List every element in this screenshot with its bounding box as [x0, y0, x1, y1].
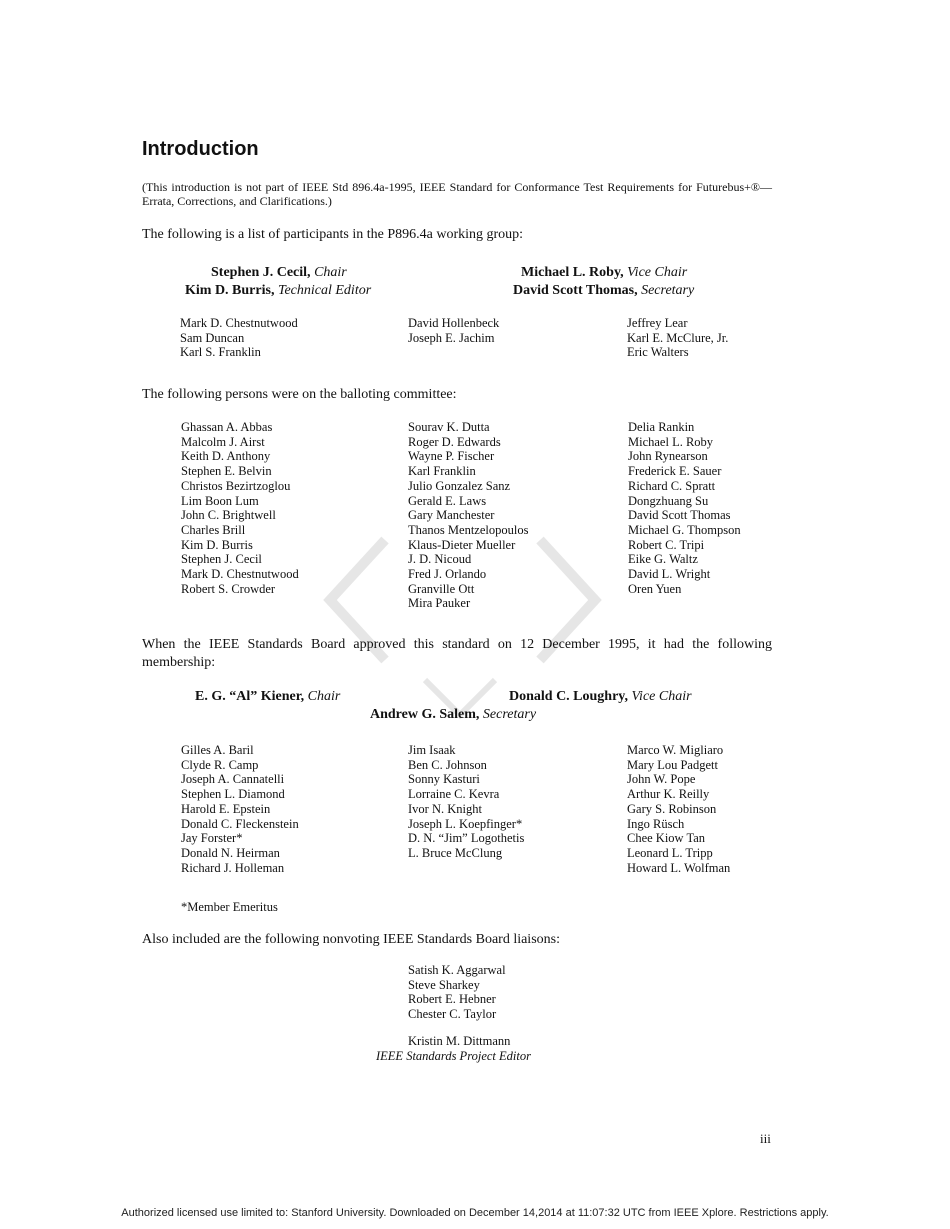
list-item: Satish K. Aggarwal	[408, 963, 506, 977]
list-item: Dongzhuang Su	[628, 493, 709, 508]
list-item: Jim Isaak	[408, 743, 456, 757]
ballot-column-2	[408, 420, 528, 611]
sb-vice-chair-name: Donald C. Loughry,	[509, 689, 629, 704]
list-item: Harold E. Epstein	[181, 801, 271, 816]
list-item: John Rynearson	[628, 449, 708, 464]
list-item: John C. Brightwell	[181, 508, 276, 523]
list-item: Leonard L. Tripp	[627, 845, 713, 860]
wg-editor-role: Technical Editor	[277, 283, 372, 298]
wg-secretary-role: Secretary	[641, 283, 695, 298]
wg-column-2	[408, 316, 499, 345]
list-item: Arthur K. Reilly	[627, 787, 710, 802]
sb-column-1	[181, 743, 299, 875]
list-item: Donald N. Heirman	[181, 845, 280, 860]
list-item: Karl E. McClure, Jr.	[627, 330, 729, 345]
license-footer: Authorized licensed use limited to: Stanford University. Downloaded on December 14,2014 at 11:07:32 UTC from IEEE Xplore. Restrictions apply.	[121, 1207, 829, 1219]
list-item: Charles Brill	[181, 522, 246, 537]
list-item: Michael G. Thompson	[628, 522, 741, 537]
list-item: Kim D. Burris	[181, 537, 253, 552]
list-item: Richard J. Holleman	[181, 860, 285, 875]
liaisons-intro: Also included are the following nonvoting IEEE Standards Board liaisons:	[142, 932, 560, 947]
list-item: Sonny Kasturi	[408, 772, 480, 787]
list-item: Lim Boon Lum	[181, 493, 259, 508]
wg-editor-name: Kim D. Burris,	[185, 283, 275, 298]
list-item: Howard L. Wolfman	[627, 860, 731, 875]
list-item: Clyde R. Camp	[181, 757, 259, 772]
standards-board-intro: When the IEEE Standards Board approved this standard on 12 December 1995, it had the following membership:	[142, 637, 772, 670]
list-item: Ingo Rüsch	[627, 816, 685, 831]
wg-column-3	[627, 316, 728, 360]
list-item: Malcolm J. Airst	[181, 434, 265, 449]
balloting-intro: The following persons were on the balloting committee:	[142, 387, 457, 402]
wg-vice-chair	[521, 264, 687, 282]
sb-column-2	[408, 743, 524, 861]
introduction-note: (This introduction is not part of IEEE Std 896.4a-1995, IEEE Standard for Conformance Test Requirements for Futurebus+®—Errata, Corrections, and Clarifications.)	[142, 180, 772, 208]
sb-secretary	[370, 706, 536, 724]
wg-technical-editor	[185, 282, 371, 300]
list-item: Mark D. Chestnutwood	[180, 316, 298, 330]
sb-secretary-role: Secretary	[482, 707, 537, 722]
list-item: Stephen J. Cecil	[181, 552, 262, 567]
list-item: Joseph E. Jachim	[408, 330, 495, 345]
list-item: Eike G. Waltz	[628, 552, 698, 567]
list-item: Chee Kiow Tan	[627, 831, 706, 846]
wg-vice-chair-role: Vice Chair	[627, 265, 688, 280]
list-item: Steve Sharkey	[408, 977, 480, 992]
list-item: David L. Wright	[628, 567, 711, 582]
list-item: Chester C. Taylor	[408, 1007, 497, 1022]
list-item: L. Bruce McClung	[408, 845, 503, 860]
list-item: J. D. Nicoud	[408, 552, 472, 567]
liaisons-list	[408, 963, 506, 1022]
sb-secretary-name: Andrew G. Salem,	[370, 707, 480, 722]
list-item: David Hollenbeck	[408, 316, 500, 330]
list-item: Ben C. Johnson	[408, 757, 487, 772]
list-item: Donald C. Fleckenstein	[181, 816, 299, 831]
wg-chair	[211, 264, 347, 282]
list-item: Mark D. Chestnutwood	[181, 567, 299, 582]
sb-chair	[195, 688, 340, 706]
list-item: Marco W. Migliaro	[627, 743, 724, 757]
list-item: Sourav K. Dutta	[408, 420, 490, 434]
list-item: Sam Duncan	[180, 330, 245, 345]
list-item: Delia Rankin	[628, 420, 695, 434]
member-emeritus-footnote: *Member Emeritus	[181, 900, 278, 914]
wg-chair-name: Stephen J. Cecil,	[211, 265, 311, 280]
list-item: Jeffrey Lear	[627, 316, 688, 330]
sb-vice-chair	[509, 688, 692, 706]
list-item: Ivor N. Knight	[408, 801, 482, 816]
list-item: Oren Yuen	[628, 581, 682, 596]
list-item: D. N. “Jim” Logothetis	[408, 831, 525, 846]
list-item: Roger D. Edwards	[408, 434, 501, 449]
list-item: Robert C. Tripi	[628, 537, 705, 552]
wg-secretary	[513, 282, 694, 300]
sb-chair-role: Chair	[307, 689, 341, 704]
list-item: Wayne P. Fischer	[408, 449, 495, 464]
list-item: Stephen L. Diamond	[181, 787, 285, 802]
list-item: Joseph L. Koepfinger*	[408, 816, 523, 831]
list-item: Joseph A. Cannatelli	[181, 772, 285, 787]
working-group-intro: The following is a list of participants in the P896.4a working group:	[142, 227, 524, 242]
list-item: Jay Forster*	[181, 831, 243, 846]
list-item: Gilles A. Baril	[181, 743, 254, 757]
list-item: Christos Bezirtzoglou	[181, 478, 291, 493]
list-item: David Scott Thomas	[628, 508, 731, 523]
list-item: Stephen E. Belvin	[181, 464, 272, 479]
project-editor-role: IEEE Standards Project Editor	[376, 1049, 531, 1063]
sb-chair-name: E. G. “Al” Kiener,	[195, 689, 305, 704]
project-editor-name: Kristin M. Dittmann	[408, 1034, 511, 1048]
wg-secretary-name: David Scott Thomas,	[513, 283, 638, 298]
list-item: Frederick E. Sauer	[628, 464, 722, 479]
sb-vice-chair-role: Vice Chair	[631, 689, 692, 704]
sb-column-3	[627, 743, 730, 875]
list-item: Lorraine C. Kevra	[408, 787, 500, 802]
wg-vice-chair-name: Michael L. Roby,	[521, 265, 624, 280]
list-item: Robert S. Crowder	[181, 581, 276, 596]
list-item: Thanos Mentzelopoulos	[408, 522, 529, 537]
list-item: Keith D. Anthony	[181, 449, 271, 464]
list-item: Mary Lou Padgett	[627, 757, 718, 772]
wg-column-1	[180, 316, 298, 360]
list-item: Michael L. Roby	[628, 434, 714, 449]
list-item: Gerald E. Laws	[408, 493, 487, 508]
list-item: Eric Walters	[627, 345, 689, 360]
list-item: Klaus-Dieter Mueller	[408, 537, 516, 552]
list-item: Gary Manchester	[408, 508, 495, 523]
list-item: Robert E. Hebner	[408, 992, 496, 1007]
ballot-column-3	[628, 420, 741, 596]
list-item: John W. Pope	[627, 772, 696, 787]
list-item: Ghassan A. Abbas	[181, 420, 273, 434]
list-item: Gary S. Robinson	[627, 801, 717, 816]
page-number: iii	[760, 1131, 771, 1146]
list-item: Granville Ott	[408, 581, 475, 596]
list-item: Karl S. Franklin	[180, 345, 261, 360]
section-heading: Introduction	[142, 138, 259, 160]
list-item: Mira Pauker	[408, 596, 471, 611]
list-item: Julio Gonzalez Sanz	[408, 478, 511, 493]
ballot-column-1	[181, 420, 299, 596]
list-item: Karl Franklin	[408, 464, 476, 479]
list-item: Richard C. Spratt	[628, 478, 716, 493]
wg-chair-role: Chair	[314, 265, 347, 280]
list-item: Fred J. Orlando	[408, 567, 487, 582]
